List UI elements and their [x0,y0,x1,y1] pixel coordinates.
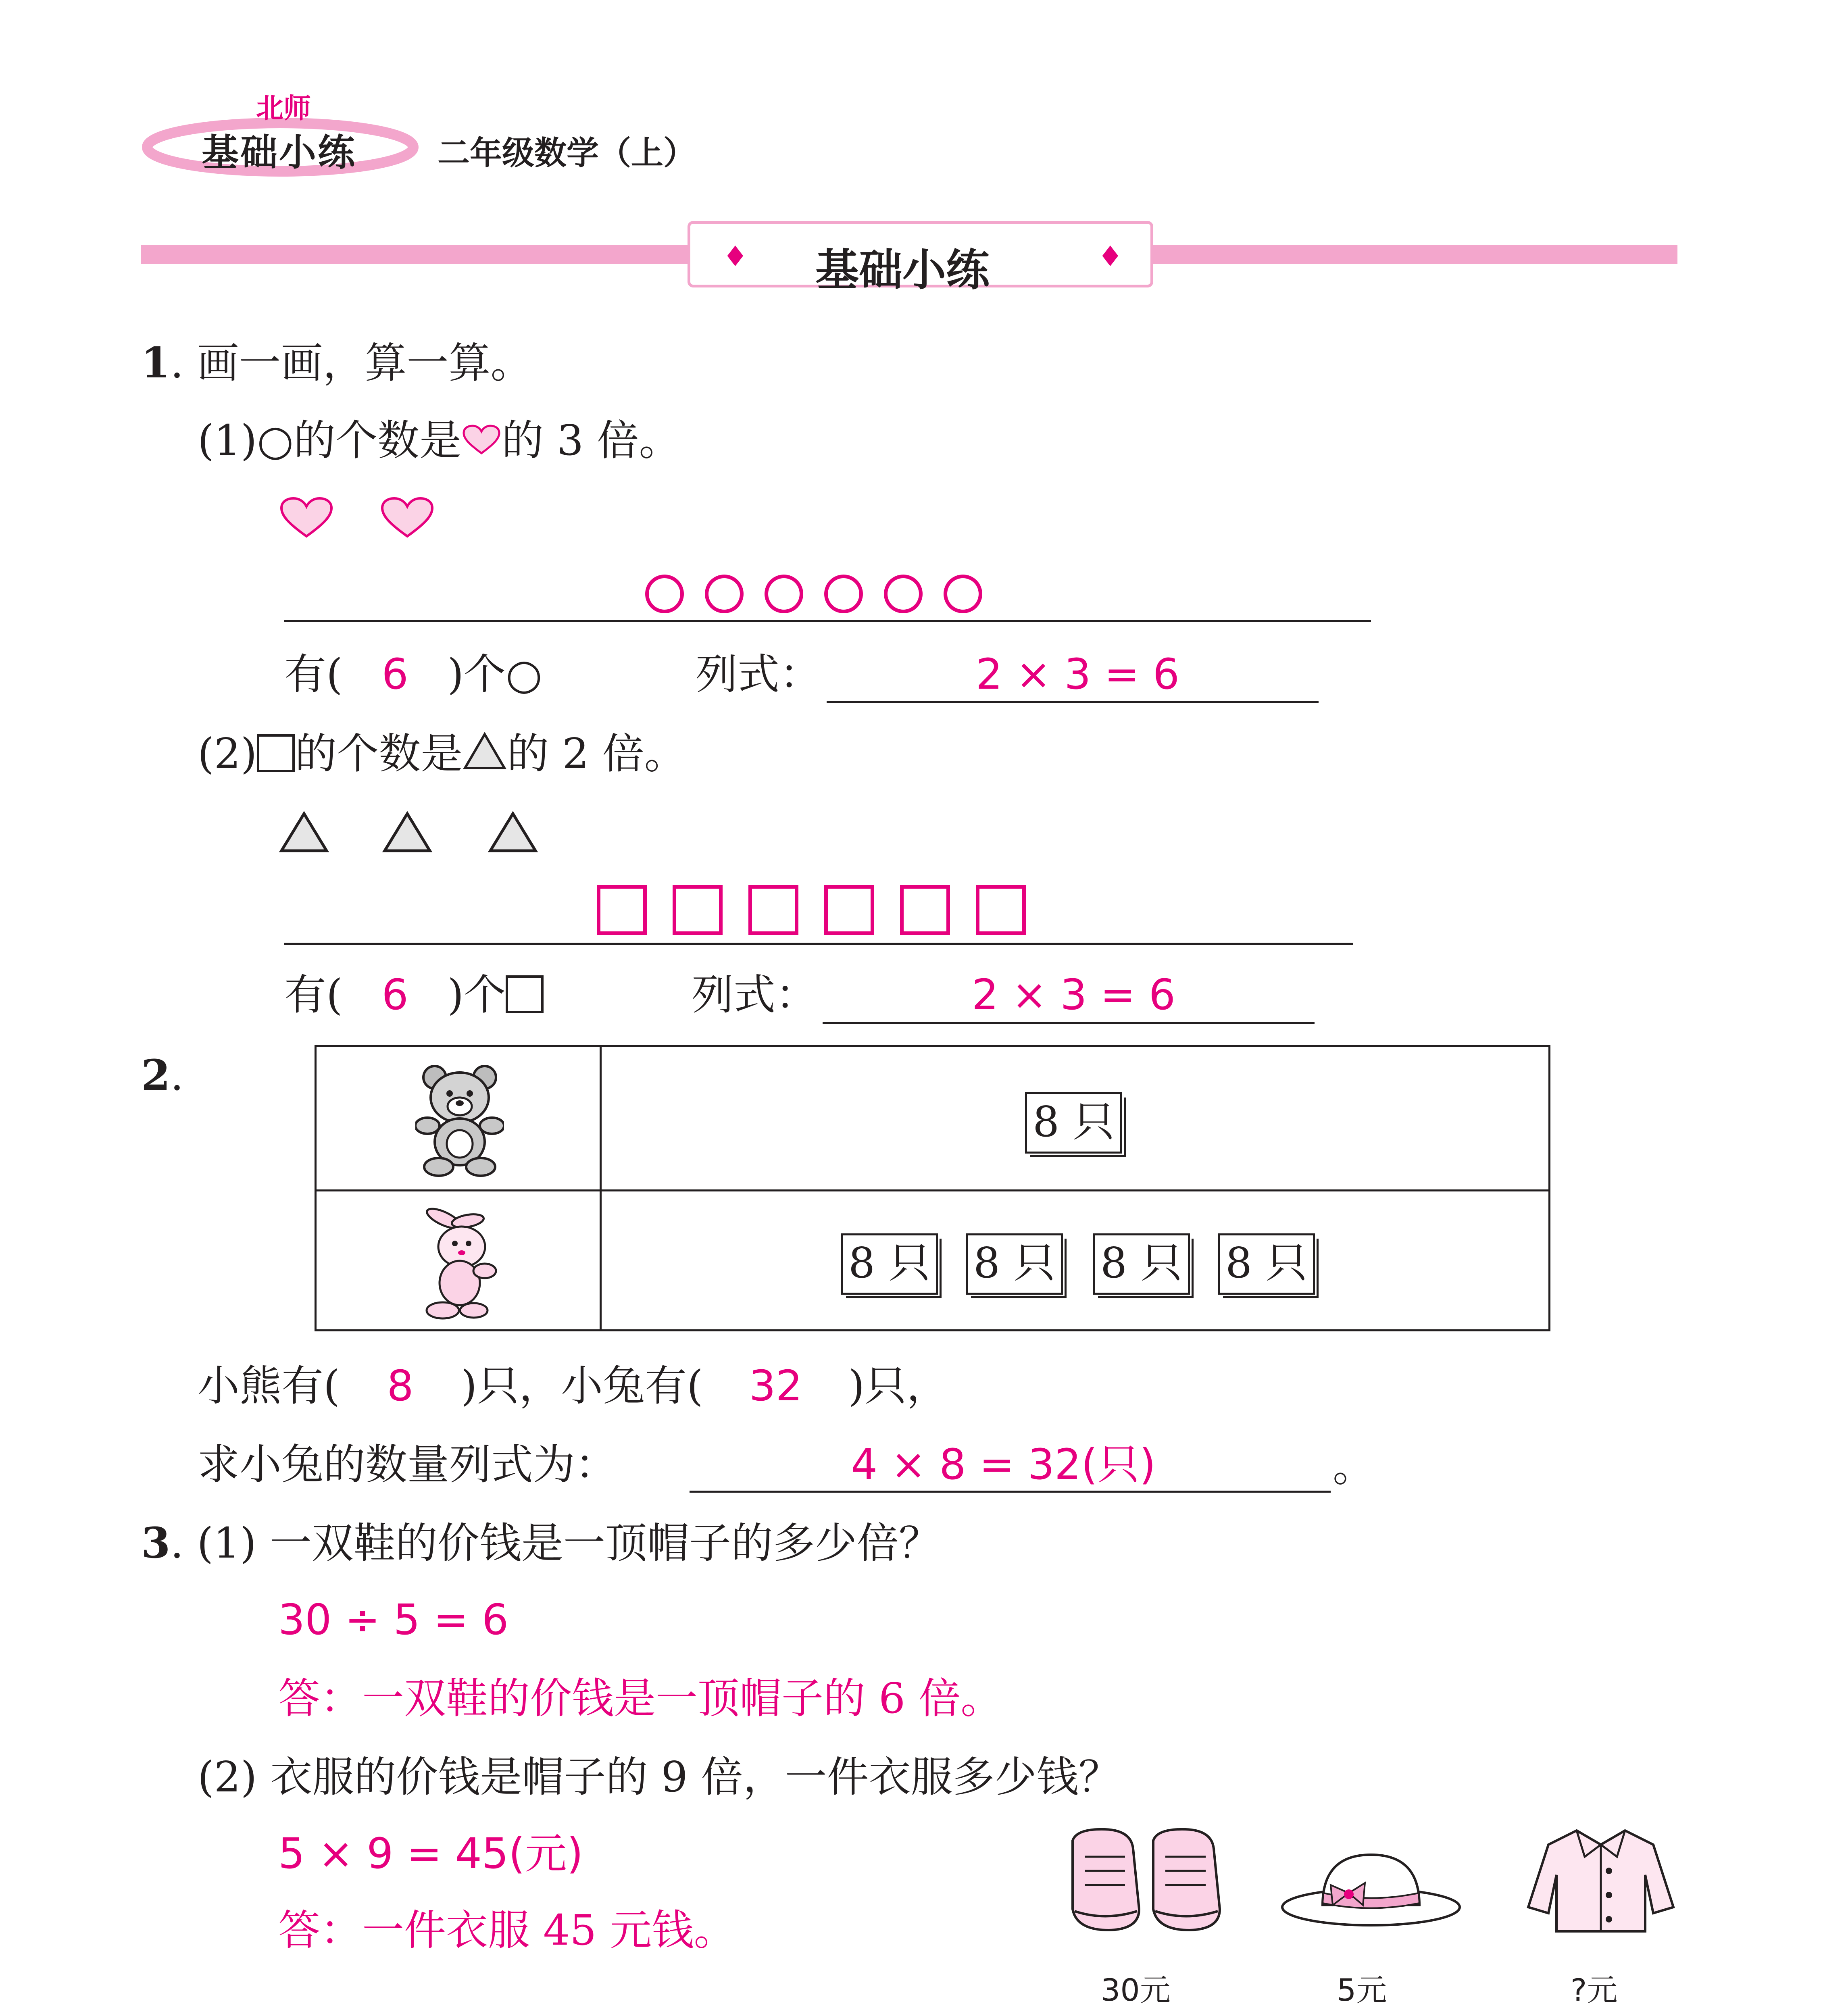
diamond-icon: ♦ [723,240,748,273]
section-title: 基础小练 [815,245,990,296]
q2-rabbit-suffix: )只， [848,1361,949,1410]
price-shoes: 30元 [1101,1972,1171,2008]
q2-line2-end: 。 [1333,1442,1375,1491]
rabbit-count-box: 8 只 [1218,1233,1315,1295]
price-hat: 5元 [1337,1972,1387,2008]
square-mark [597,885,647,935]
q1-p2-label [198,729,686,778]
section-band-right [1153,245,1677,264]
q3-p2-label: (2) 衣服的价钱是帽子的 9 倍，一件衣服多少钱？ [198,1752,1121,1801]
q2-text: . [170,1051,184,1100]
q1-number: 1 [141,338,171,387]
hat-icon [1278,1839,1464,1933]
q1-p1-label [198,416,681,465]
triangles-row [278,810,544,856]
q2-rabbit-answer: 32 [749,1361,802,1410]
q2-table [315,1045,1550,1331]
q1-p2-have-answer: 6 [381,970,408,1019]
q3-p2-formula: 5 × 9 = 45(元) [278,1829,583,1878]
jacket-icon [1524,1822,1677,1941]
q2-number: 2 [141,1050,171,1100]
have-prefix: 有( [284,970,343,1019]
answer-line [823,1022,1315,1024]
answer-line [827,701,1319,703]
section-band-left [141,245,690,264]
square-mark [976,885,1026,935]
square-mark [900,885,950,935]
rabbit-icon [411,1202,508,1325]
header-logo [141,77,431,181]
q1-p2-label-mid: 的个数是 [295,729,463,778]
circle-mark [944,575,982,613]
square-mark [824,885,874,935]
square-icon [257,734,295,772]
have-prefix: 有( [284,650,343,699]
brand-main: 基础小练 [202,131,357,174]
q1-text: . 画一画，算一算。 [170,338,533,387]
drawn-circles [645,575,1003,615]
q3-p2-answer: 答：一件衣服 45 元钱。 [278,1906,736,1955]
q3-p1-formula: 30 ÷ 5 = 6 [278,1595,509,1644]
hearts-row [278,496,448,542]
q1-p2-have [284,970,544,1019]
q2-formula: 4 × 8 = 32(只) [851,1440,1156,1489]
answer-line [690,1491,1331,1493]
q2-heading [141,1050,184,1100]
q3-p1-label: . (1) 一双鞋的价钱是一顶帽子的多少倍？ [170,1518,941,1568]
q2-bear-answer: 8 [387,1361,414,1410]
q1-p2-formula: 2 × 3 = 6 [972,970,1176,1019]
drawing-line [284,943,1353,945]
q2-rabbit-prefix: )只，小兔有( [460,1361,703,1410]
circle-mark [884,575,923,613]
q1-p1-label-tail: 的 3 倍。 [502,416,681,465]
q1-p1-formula-label: 列式： [696,650,822,699]
circle-mark [645,575,684,613]
drawing-line [284,620,1371,622]
heart-icon [461,421,502,463]
q1-p1-formula: 2 × 3 = 6 [976,650,1180,699]
square-icon [506,975,544,1013]
q1-heading [141,338,533,387]
q3-heading [141,1518,941,1568]
circle-mark [705,575,744,613]
square-mark [673,885,723,935]
bear-count-box: 8 只 [1025,1092,1122,1154]
table-col-divider [600,1047,602,1329]
bear-icon [415,1061,504,1180]
rabbit-count-box: 8 只 [1093,1233,1190,1295]
q3-number: 3 [141,1518,171,1568]
table-row-divider [317,1189,1548,1191]
circle-mark [824,575,863,613]
q1-p1-label-text: (1)○的个数是 [198,416,462,465]
q1-p2-formula-label: 列式： [692,970,818,1019]
diamond-icon: ♦ [1098,240,1123,273]
circle-mark [765,575,803,613]
q2-line2: 求小兔的数量列式为： [198,1440,617,1489]
rabbit-count-box: 8 只 [841,1233,938,1295]
q1-p1-have-answer: 6 [381,650,408,699]
square-mark [748,885,798,935]
q1-p2-label-tail: 的 2 倍。 [507,729,686,778]
brand-top: 北师 [256,93,311,125]
triangle-icon [463,732,507,777]
header-subtitle: 二年级数学（上） [438,134,696,172]
have-suffix: )个 [447,970,506,1019]
q3-p1-answer: 答：一双鞋的价钱是一顶帽子的 6 倍。 [278,1674,1003,1723]
drawn-squares [597,885,1052,937]
section-title-box [688,221,1153,296]
have-suffix: )个○ [447,650,542,699]
shoes-icon [1061,1824,1238,1939]
rabbit-count-box: 8 只 [966,1233,1063,1295]
q1-p1-have [284,650,542,699]
q1-p2-label-text: (2) [198,729,257,778]
price-jacket: ?元 [1571,1972,1618,2008]
q2-line1 [198,1361,949,1410]
q2-bear-prefix: 小熊有( [198,1361,340,1410]
